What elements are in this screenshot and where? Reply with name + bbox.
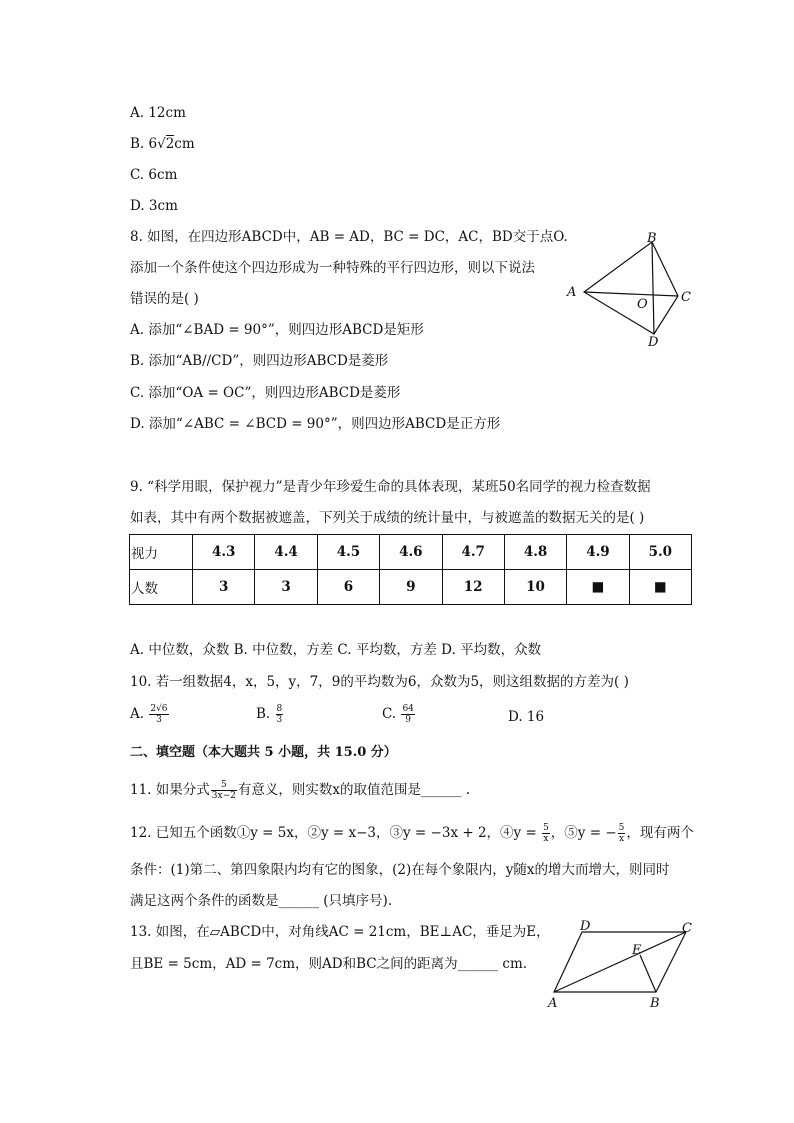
q7-option-d: D. 3cm xyxy=(130,198,178,214)
q7-option-c: C. 6cm xyxy=(130,167,178,183)
q10-option-c xyxy=(382,704,416,725)
q9-line1: 9. “科学用眼，保护视力”是青少年珍爱生命的具体表现，某班50名同学的视力检查数据 xyxy=(130,479,651,495)
table-cell: 3 xyxy=(193,570,255,605)
table-cell-covered: ■ xyxy=(629,570,691,605)
fraction-numerator: 5 xyxy=(211,780,237,791)
q10-option-a-label: A. xyxy=(130,706,145,722)
fraction-denominator: 9 xyxy=(405,715,412,725)
q9-data-table xyxy=(129,534,692,605)
q12-line1-mid: ，⑤y = − xyxy=(550,825,617,841)
q10-option-b-label: B. xyxy=(256,706,271,722)
q12-line3: 满足这两个条件的函数是______ (只填序号). xyxy=(130,893,393,909)
q7-option-b-root: 2 xyxy=(165,136,175,152)
fraction-numerator: 8 xyxy=(276,704,283,714)
q13-line2: 且BE = 5cm，AD = 7cm，则AD和BC之间的距离为______ cm. xyxy=(130,956,528,972)
q12-line1-post: ，现有两个 xyxy=(626,825,694,841)
table-cell: 4.4 xyxy=(255,535,317,570)
q13-label-b: B xyxy=(650,996,660,1011)
q10-option-a-fraction xyxy=(149,704,168,725)
table-cell: 5.0 xyxy=(629,535,691,570)
sqrt-icon: √ xyxy=(157,136,166,152)
table-row-label: 人数 xyxy=(130,570,193,605)
table-cell: 4.6 xyxy=(380,535,442,570)
fraction-denominator: x xyxy=(543,834,549,844)
q8-option-d: D. 添加“∠ABC = ∠BCD = 90°”，则四边形ABCD是正方形 xyxy=(130,416,501,432)
table-row xyxy=(130,535,692,570)
q8-option-a: A. 添加“∠BAD = 90°”，则四边形ABCD是矩形 xyxy=(130,322,424,338)
q10-option-b-fraction xyxy=(276,704,284,725)
q12-line1-pre: 12. 已知五个函数①y = 5x，②y = x−3，③y = −3x + 2，④y = xyxy=(130,825,542,841)
q11-fraction xyxy=(211,780,237,801)
table-cell: 4.7 xyxy=(442,535,504,570)
q10-option-b xyxy=(256,704,284,725)
q8-option-b: B. 添加“AB//CD”，则四边形ABCD是菱形 xyxy=(130,353,389,369)
q7-option-a: A. 12cm xyxy=(130,105,186,121)
fraction-denominator: 3 xyxy=(156,715,162,725)
fraction-denominator: x xyxy=(618,834,625,844)
fraction-numerator: 5 xyxy=(618,823,625,833)
q11-post: 有意义，则实数x的取值范围是______ . xyxy=(237,782,471,798)
q8-label-c: C xyxy=(681,290,691,305)
q10-option-c-fraction xyxy=(401,704,414,725)
q10-option-a xyxy=(130,704,170,725)
q12-line1 xyxy=(130,823,694,844)
table-cell: 9 xyxy=(380,570,442,605)
fraction-numerator: 2√6 xyxy=(150,704,168,714)
fraction-denominator: 3 xyxy=(276,715,283,725)
q8-label-a: A xyxy=(567,285,577,300)
q13-label-d: D xyxy=(580,919,591,934)
q7-option-b-prefix: B. 6 xyxy=(130,136,158,152)
table-row xyxy=(130,570,692,605)
q8-line2: 添加一个条件使这个四边形成为一种特殊的平行四边形，则以下说法 xyxy=(130,260,535,276)
table-cell: 4.8 xyxy=(504,535,566,570)
q8-line1: 8. 如图，在四边形ABCD中，AB = AD，BC = DC，AC，BD交于点O. xyxy=(130,229,568,245)
q13-label-c: C xyxy=(682,921,692,936)
table-cell: 6 xyxy=(317,570,379,605)
section-2-heading: 二、填空题（本大题共 5 小题，共 15.0 分） xyxy=(130,745,397,760)
table-row-label: 视力 xyxy=(130,535,193,570)
table-cell: 10 xyxy=(504,570,566,605)
q13-label-e: E xyxy=(632,943,642,958)
q13-label-a: A xyxy=(548,996,558,1011)
q8-option-c: C. 添加“OA = OC”，则四边形ABCD是菱形 xyxy=(130,385,401,401)
q7-option-b xyxy=(130,135,195,153)
q11-line xyxy=(130,780,470,801)
table-cell: 4.3 xyxy=(193,535,255,570)
q10-option-c-label: C. xyxy=(382,706,397,722)
q9-options: A. 中位数，众数 B. 中位数，方差 C. 平均数，方差 D. 平均数，众数 xyxy=(130,642,542,658)
table-cell: 3 xyxy=(255,570,317,605)
q8-label-d: D xyxy=(648,335,659,350)
fraction-numerator: 5 xyxy=(543,823,549,833)
q8-label-b: B xyxy=(647,231,657,246)
fraction-denominator: 3x−2 xyxy=(211,791,236,801)
table-cell: 4.9 xyxy=(567,535,629,570)
q13-line1: 13. 如图，在▱ABCD中，对角线AC = 21cm，BE⊥AC，垂足为E， xyxy=(130,924,550,940)
fraction-numerator: 64 xyxy=(402,704,414,714)
q7-option-b-suffix: cm xyxy=(174,136,195,152)
q8-label-o: O xyxy=(637,297,648,312)
q12-f5-fraction xyxy=(618,823,626,844)
q12-line2: 条件：(1)第二、第四象限内均有它的图象，(2)在每个象限内，y随x的增大而增大，则同时 xyxy=(130,862,670,878)
q8-line3: 错误的是( ) xyxy=(130,291,199,307)
q10-option-d: D. 16 xyxy=(508,709,545,725)
q8-quadrilateral-figure xyxy=(560,226,700,352)
q12-f4-fraction xyxy=(542,823,550,844)
q9-line2: 如表，其中有两个数据被遮盖，下列关于成绩的统计量中，与被遮盖的数据无关的是( ) xyxy=(130,510,645,526)
q10-line: 10. 若一组数据4，x，5，y，7，9的平均数为6，众数为5，则这组数据的方差为( ) xyxy=(130,674,629,690)
q11-pre: 11. 如果分式 xyxy=(130,782,210,798)
table-cell: 12 xyxy=(442,570,504,605)
q13-parallelogram-figure xyxy=(540,918,700,1014)
table-cell-covered: ■ xyxy=(567,570,629,605)
table-cell: 4.5 xyxy=(317,535,379,570)
